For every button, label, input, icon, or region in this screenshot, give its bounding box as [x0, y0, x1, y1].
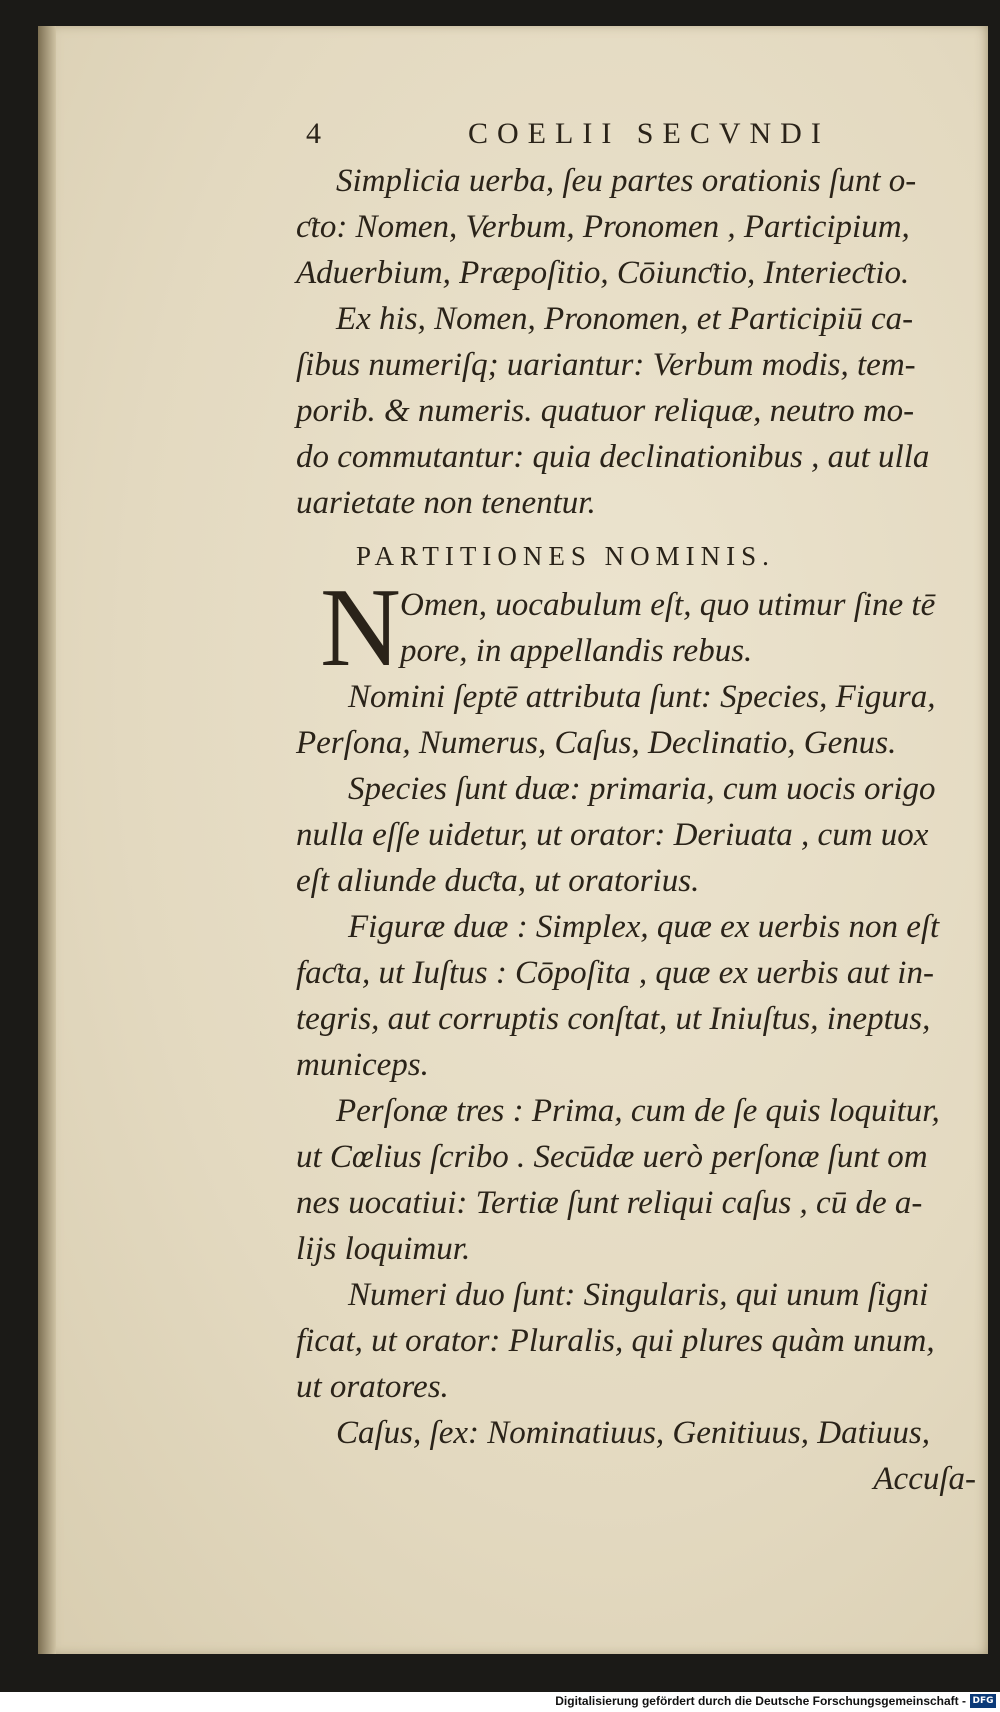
drop-cap-initial: N — [320, 566, 401, 690]
text-line: faƈta, ut Iuſtus : Cōpoſita , quæ ex uerbis aut in- — [296, 955, 934, 991]
page-number: 4 — [306, 117, 328, 150]
text-line: Simplicia uerba, ſeu partes orationis ſunt o- — [336, 163, 917, 199]
text-line: municeps. — [296, 1047, 429, 1083]
text-line: lijs loquimur. — [296, 1231, 471, 1267]
paragraph-3 — [296, 674, 1000, 766]
paragraph-7 — [296, 1272, 1000, 1410]
text-line: Caſus, ſex: Nominatiuus, Genitiuus, Datiuus, — [336, 1415, 930, 1451]
paragraph-6 — [296, 1088, 1000, 1272]
footer-credit: Digitalisierung gefördert durch die Deutsche Forschungsgemeinschaft - — [555, 1694, 966, 1708]
book-page — [38, 26, 988, 1654]
text-line: Ex his, Nomen, Pronomen, et Participiū ca- — [336, 301, 914, 337]
paragraph-4 — [296, 766, 1000, 904]
running-head — [296, 110, 1000, 158]
paragraph-2 — [296, 296, 1000, 526]
text-line: Species ſunt duæ: primaria, cum uocis origo — [348, 771, 936, 807]
text-line: eſt aliunde duƈta, ut oratorius. — [296, 863, 700, 899]
text-line: uarietate non tenentur. — [296, 485, 596, 521]
section-heading: PARTITIONES NOMINIS. — [356, 541, 775, 571]
text-line: Nomini ſeptē attributa ſunt: Species, Figura, — [348, 679, 936, 715]
text-line: Perſona, Numerus, Caſus, Declinatio, Genus. — [296, 725, 897, 761]
text-line: Omen, uocabulum eſt, quo utimur ſine tē — [400, 587, 936, 623]
text-line: ſibus numeriſq; uariantur: Verbum modis, tem- — [296, 347, 916, 383]
paragraph-8 — [296, 1410, 1000, 1502]
running-title: COELII SECVNDI — [468, 117, 830, 150]
text-line: Numeri duo ſunt: Singularis, qui unum ſigni — [348, 1277, 929, 1313]
text-line: pore, in appellandis rebus. — [400, 633, 753, 669]
text-line: porib. & numeris. quatuor reliquæ, neutro mo- — [296, 393, 915, 429]
text-line: tegris, aut corruptis conſtat, ut Iniuſtus, ineptus, — [296, 1001, 931, 1037]
text-line: nulla eſſe uidetur, ut orator: Deriuata , cum uox — [296, 817, 929, 853]
catchword: Accuſa- — [873, 1461, 976, 1497]
text-line: ficat, ut orator: Pluralis, qui plures quàm unum, — [296, 1323, 935, 1359]
text-line: Perſonæ tres : Prima, cum de ſe quis loquitur, — [336, 1093, 940, 1129]
text-line: Figuræ duæ : Simplex, quæ ex uerbis non eſt — [348, 909, 940, 945]
digitization-footer — [0, 1692, 1000, 1712]
text-line: do commutantur: quia declinationibus , aut ulla — [296, 439, 930, 475]
drop-cap-lines — [400, 582, 935, 674]
drop-cap-paragraph — [296, 566, 1000, 690]
text-block — [296, 110, 1000, 1502]
dfg-logo-icon: DFG — [970, 1694, 996, 1708]
page-gutter-shadow — [38, 26, 56, 1654]
text-line: Aduerbium, Præpoſitio, Cōiunƈtio, Interieƈtio. — [296, 255, 910, 291]
text-line: ut Cœlius ſcribo . Secūdæ uerò perſonæ ſunt om — [296, 1139, 928, 1175]
text-line: nes uocatiui: Tertiæ ſunt reliqui caſus , cū de a- — [296, 1185, 923, 1221]
text-line: ut oratores. — [296, 1369, 449, 1405]
paragraph-1 — [296, 158, 1000, 296]
text-line: ƈto: Nomen, Verbum, Pronomen , Participium, — [296, 209, 910, 245]
paragraph-5 — [296, 904, 1000, 1088]
